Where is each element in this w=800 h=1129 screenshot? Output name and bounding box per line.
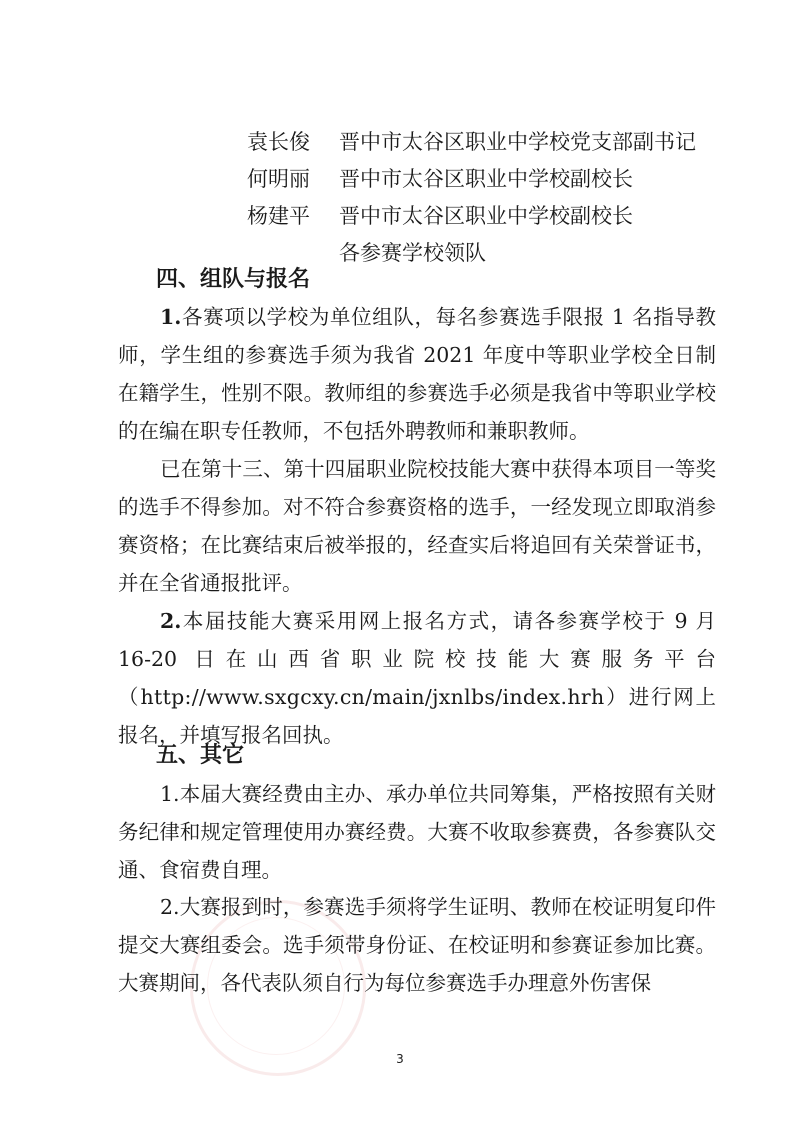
roster-row [247, 122, 727, 159]
paragraph-text: 本届技能大赛采用网上报名方式，请各参赛学校于 9 月 16-20 日在山西省职业院校技能大赛服务平台 [118, 609, 716, 671]
roster-name: 杨建平 [247, 203, 310, 228]
paragraph-funding [118, 775, 716, 889]
roster-row [247, 196, 727, 233]
paragraph-check-in [118, 888, 716, 1002]
paragraph-online-registration [118, 602, 716, 754]
roster-title: 各参赛学校领队 [339, 240, 486, 265]
section-heading-registration: 四、组队与报名 [156, 267, 311, 292]
roster-name: 何明丽 [247, 166, 310, 191]
paragraph-eligibility [118, 450, 716, 602]
page-number: 3 [396, 1052, 404, 1066]
paragraph-text: 各赛项以学校为单位组队，每名参赛选手限报 1 名指导教师，学生组的参赛选手须为我省 2021 年度中等职业学校全日制在籍学生，性别不限。教师组的参赛选手必须是我省中等职业学校的在编在职专任教师，不包括外聘教师和兼职教师。 [118, 305, 716, 443]
paragraph-team-formation [118, 298, 716, 450]
staff-roster [247, 122, 727, 270]
item-number: 1. [160, 305, 182, 329]
roster-row [247, 159, 727, 196]
paragraph-text: 已在第十三、第十四届职业院校技能大赛中获得本项目一等奖的选手不得参加。对不符合参赛资格的选手，一经发现立即取消参赛资格；在比赛结束后被举报的，经查实后将追回有关荣誉证书，并在全省通报批评。 [118, 457, 716, 595]
paragraph-text: 2.大赛报到时，参赛选手须将学生证明、教师在校证明复印件提交大赛组委会。选手须带身份证、在校证明和参赛证参加比赛。大赛期间，各代表队须自行为每位参赛选手办理意外伤害保 [118, 895, 716, 995]
item-number: 2. [160, 609, 182, 633]
roster-title: 晋中市太谷区职业中学校副校长 [339, 166, 633, 191]
section-heading-other: 五、其它 [156, 743, 245, 768]
registration-url: （http://www.sxgcxy.cn/main/jxnlbs/index.hrh） [118, 685, 629, 709]
roster-row [247, 233, 727, 270]
roster-title: 晋中市太谷区职业中学校党支部副书记 [339, 129, 696, 154]
roster-title: 晋中市太谷区职业中学校副校长 [339, 203, 633, 228]
paragraph-text: 进行网上报名，并填写报名回执。 [118, 685, 717, 747]
paragraph-text: 1.本届大赛经费由主办、承办单位共同筹集，严格按照有关财务纪律和规定管理使用办赛经费。大赛不收取参赛费，各参赛队交通、食宿费自理。 [118, 782, 716, 882]
roster-name: 袁长俊 [247, 129, 310, 154]
